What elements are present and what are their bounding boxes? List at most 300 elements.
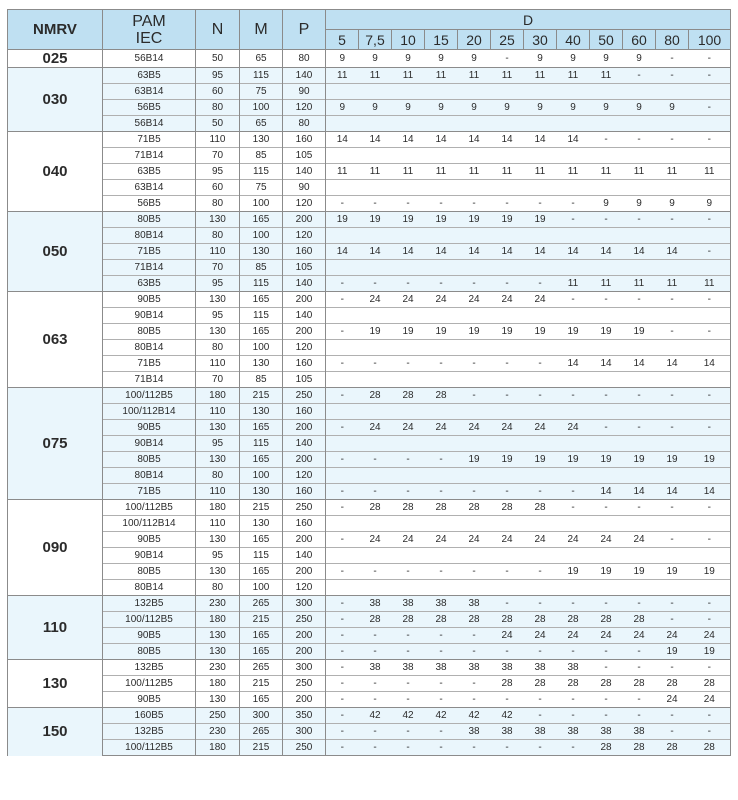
d-value-cell: 19 <box>623 324 656 340</box>
d-value-cell: 19 <box>689 644 731 660</box>
pam-iec-cell: 63B5 <box>103 164 196 180</box>
d-value-cell: - <box>458 276 491 292</box>
d-value-cell: 38 <box>458 660 491 676</box>
d-column-header: 5 <box>326 30 359 50</box>
d-value-cell <box>425 340 458 356</box>
d-value-cell: 9 <box>458 100 491 116</box>
d-value-cell: 11 <box>590 276 623 292</box>
d-value-cell: 11 <box>458 68 491 84</box>
d-value-cell: 24 <box>491 292 524 308</box>
pam-iec-cell: 100/112B14 <box>103 516 196 532</box>
d-value-cell: 24 <box>491 628 524 644</box>
d-value-cell: 28 <box>491 676 524 692</box>
d-header: D <box>326 10 731 30</box>
d-value-cell: - <box>590 500 623 516</box>
nmrv-size-cell: 025 <box>8 50 103 68</box>
d-value-cell <box>590 116 623 132</box>
d-value-cell: 14 <box>656 244 689 260</box>
p-cell: 200 <box>283 532 326 548</box>
d-value-cell <box>623 516 656 532</box>
d-value-cell: 28 <box>590 676 623 692</box>
d-value-cell: - <box>458 356 491 372</box>
d-value-cell: 11 <box>590 164 623 180</box>
d-value-cell: 11 <box>392 68 425 84</box>
d-value-cell <box>392 228 425 244</box>
d-value-cell <box>491 516 524 532</box>
d-value-cell <box>392 516 425 532</box>
d-value-cell <box>656 228 689 244</box>
table-row <box>8 660 731 676</box>
n-cell: 180 <box>196 676 240 692</box>
d-value-cell: 11 <box>524 164 557 180</box>
p-cell: 160 <box>283 484 326 500</box>
d-value-cell: - <box>689 500 731 516</box>
d-value-cell: - <box>557 692 590 708</box>
d-value-cell: - <box>689 660 731 676</box>
d-value-cell: 38 <box>458 596 491 612</box>
d-value-cell: - <box>326 644 359 660</box>
d-value-cell: - <box>326 388 359 404</box>
d-value-cell: 24 <box>557 420 590 436</box>
d-value-cell <box>326 580 359 596</box>
d-value-cell: 11 <box>623 276 656 292</box>
p-cell: 140 <box>283 68 326 84</box>
d-value-cell <box>425 372 458 388</box>
d-value-cell: 28 <box>524 500 557 516</box>
nmrv-header: NMRV <box>8 10 103 50</box>
d-value-cell: 11 <box>689 164 731 180</box>
d-value-cell <box>392 116 425 132</box>
m-cell: 115 <box>240 308 283 324</box>
pam-iec-header <box>103 10 196 50</box>
d-value-cell <box>425 580 458 596</box>
d-value-cell: 11 <box>557 164 590 180</box>
d-value-cell: 11 <box>656 164 689 180</box>
n-header: N <box>196 10 240 50</box>
n-cell: 180 <box>196 612 240 628</box>
table-row <box>8 708 731 724</box>
m-cell: 130 <box>240 516 283 532</box>
d-value-cell: 9 <box>359 50 392 68</box>
pam-iec-cell: 100/112B5 <box>103 388 196 404</box>
d-value-cell <box>392 436 425 452</box>
d-value-cell: 11 <box>689 276 731 292</box>
d-value-cell: - <box>392 724 425 740</box>
table-row <box>8 468 731 484</box>
d-value-cell <box>425 548 458 564</box>
d-value-cell <box>623 340 656 356</box>
n-cell: 70 <box>196 372 240 388</box>
d-value-cell: - <box>689 100 731 116</box>
d-value-cell <box>491 404 524 420</box>
d-value-cell: 24 <box>458 292 491 308</box>
d-value-cell: 38 <box>590 724 623 740</box>
d-value-cell <box>656 260 689 276</box>
d-value-cell: - <box>326 484 359 500</box>
d-value-cell <box>326 404 359 420</box>
d-value-cell: - <box>458 484 491 500</box>
p-cell: 250 <box>283 500 326 516</box>
d-column-header: 50 <box>590 30 623 50</box>
d-value-cell <box>557 308 590 324</box>
d-value-cell <box>458 468 491 484</box>
d-value-cell <box>524 404 557 420</box>
d-value-cell <box>524 340 557 356</box>
d-value-cell: 28 <box>392 612 425 628</box>
table-row <box>8 164 731 180</box>
pam-iec-cell: 90B14 <box>103 308 196 324</box>
d-value-cell: 24 <box>656 628 689 644</box>
d-value-cell: - <box>524 692 557 708</box>
d-value-cell: - <box>623 212 656 228</box>
d-value-cell <box>656 180 689 196</box>
d-value-cell: - <box>458 196 491 212</box>
d-value-cell <box>326 548 359 564</box>
d-value-cell: 28 <box>458 612 491 628</box>
d-value-cell: - <box>392 276 425 292</box>
d-value-cell: 38 <box>557 660 590 676</box>
d-value-cell: 9 <box>623 50 656 68</box>
n-cell: 180 <box>196 740 240 756</box>
d-value-cell <box>392 468 425 484</box>
d-value-cell: 11 <box>557 276 590 292</box>
d-column-header: 7,5 <box>359 30 392 50</box>
n-cell: 80 <box>196 580 240 596</box>
d-value-cell: 19 <box>458 452 491 468</box>
table-body <box>8 50 731 756</box>
p-cell: 200 <box>283 564 326 580</box>
d-value-cell <box>458 260 491 276</box>
p-cell: 200 <box>283 212 326 228</box>
d-value-cell <box>392 404 425 420</box>
table-row <box>8 596 731 612</box>
d-value-cell <box>524 372 557 388</box>
d-value-cell <box>689 340 731 356</box>
d-value-cell <box>458 228 491 244</box>
d-value-cell <box>425 260 458 276</box>
d-value-cell <box>359 180 392 196</box>
d-value-cell <box>656 468 689 484</box>
pam-iec-cell: 71B14 <box>103 260 196 276</box>
p-cell: 300 <box>283 596 326 612</box>
d-value-cell: - <box>524 596 557 612</box>
table-row <box>8 180 731 196</box>
d-value-cell <box>524 468 557 484</box>
d-value-cell <box>689 180 731 196</box>
d-value-cell: 19 <box>392 212 425 228</box>
d-value-cell <box>425 116 458 132</box>
d-value-cell: 14 <box>557 356 590 372</box>
p-cell: 120 <box>283 100 326 116</box>
d-value-cell <box>458 84 491 100</box>
n-cell: 110 <box>196 516 240 532</box>
d-value-cell <box>491 436 524 452</box>
d-value-cell: - <box>590 212 623 228</box>
d-value-cell: 14 <box>458 132 491 148</box>
d-value-cell: - <box>656 212 689 228</box>
d-value-cell: 24 <box>590 628 623 644</box>
d-value-cell <box>656 436 689 452</box>
d-column-header: 10 <box>392 30 425 50</box>
d-value-cell: 19 <box>392 324 425 340</box>
n-cell: 80 <box>196 100 240 116</box>
table-row <box>8 228 731 244</box>
d-value-cell: - <box>326 196 359 212</box>
p-cell: 140 <box>283 548 326 564</box>
p-cell: 200 <box>283 420 326 436</box>
d-value-cell <box>557 404 590 420</box>
m-cell: 215 <box>240 612 283 628</box>
d-value-cell <box>689 516 731 532</box>
d-value-cell: - <box>458 676 491 692</box>
d-value-cell: 9 <box>590 50 623 68</box>
d-value-cell <box>359 228 392 244</box>
d-value-cell <box>557 148 590 164</box>
d-value-cell: 14 <box>623 244 656 260</box>
m-cell: 215 <box>240 388 283 404</box>
table-row <box>8 500 731 516</box>
d-value-cell <box>392 180 425 196</box>
d-value-cell <box>425 404 458 420</box>
table-row <box>8 644 731 660</box>
d-value-cell <box>557 372 590 388</box>
d-value-cell <box>425 84 458 100</box>
d-value-cell <box>623 116 656 132</box>
d-value-cell: - <box>557 500 590 516</box>
pam-iec-cell: 160B5 <box>103 708 196 724</box>
d-value-cell <box>623 436 656 452</box>
nmrv-dimension-table-container <box>7 9 731 756</box>
d-value-cell: - <box>359 196 392 212</box>
m-cell: 165 <box>240 692 283 708</box>
n-cell: 110 <box>196 132 240 148</box>
d-value-cell <box>590 260 623 276</box>
table-row <box>8 484 731 500</box>
d-value-cell: 11 <box>392 164 425 180</box>
d-value-cell: - <box>557 644 590 660</box>
d-value-cell: 24 <box>359 532 392 548</box>
p-cell: 80 <box>283 116 326 132</box>
pam-iec-cell: 132B5 <box>103 660 196 676</box>
d-value-cell <box>326 372 359 388</box>
m-cell: 75 <box>240 180 283 196</box>
d-value-cell: 28 <box>623 612 656 628</box>
d-value-cell <box>392 580 425 596</box>
table-row <box>8 452 731 468</box>
d-value-cell: - <box>656 660 689 676</box>
m-cell: 265 <box>240 660 283 676</box>
n-cell: 130 <box>196 212 240 228</box>
d-value-cell: - <box>326 356 359 372</box>
n-cell: 130 <box>196 452 240 468</box>
d-value-cell: 28 <box>425 612 458 628</box>
d-value-cell: 14 <box>623 356 656 372</box>
table-row <box>8 356 731 372</box>
d-value-cell: 24 <box>524 628 557 644</box>
d-value-cell: - <box>656 420 689 436</box>
d-value-cell <box>359 548 392 564</box>
d-value-cell: 9 <box>524 50 557 68</box>
d-value-cell <box>656 548 689 564</box>
iec-label: IEC <box>135 29 163 47</box>
d-value-cell: - <box>524 708 557 724</box>
d-value-cell: 28 <box>524 676 557 692</box>
p-cell: 250 <box>283 388 326 404</box>
pam-iec-cell: 63B14 <box>103 84 196 100</box>
d-value-cell: 19 <box>689 564 731 580</box>
p-cell: 200 <box>283 324 326 340</box>
table-row <box>8 372 731 388</box>
nmrv-size-cell: 150 <box>8 708 103 756</box>
n-cell: 130 <box>196 292 240 308</box>
n-cell: 60 <box>196 180 240 196</box>
d-value-cell: 28 <box>656 740 689 756</box>
d-value-cell: 14 <box>524 244 557 260</box>
d-value-cell: 9 <box>623 196 656 212</box>
d-value-cell: 9 <box>425 50 458 68</box>
d-value-cell: 19 <box>524 452 557 468</box>
n-cell: 230 <box>196 724 240 740</box>
d-value-cell: - <box>689 596 731 612</box>
d-value-cell: 24 <box>524 292 557 308</box>
d-value-cell: - <box>689 388 731 404</box>
d-value-cell: - <box>491 692 524 708</box>
p-cell: 105 <box>283 260 326 276</box>
p-cell: 200 <box>283 644 326 660</box>
d-value-cell: - <box>491 276 524 292</box>
d-value-cell: 9 <box>524 100 557 116</box>
d-value-cell: 14 <box>359 132 392 148</box>
d-value-cell <box>392 148 425 164</box>
d-value-cell: 11 <box>491 164 524 180</box>
pam-iec-cell: 63B5 <box>103 68 196 84</box>
table-row <box>8 420 731 436</box>
pam-iec-cell: 80B14 <box>103 580 196 596</box>
d-value-cell: - <box>326 676 359 692</box>
d-value-cell <box>524 308 557 324</box>
d-value-cell: 14 <box>359 244 392 260</box>
n-cell: 180 <box>196 500 240 516</box>
d-value-cell: 14 <box>689 484 731 500</box>
d-value-cell: 24 <box>491 420 524 436</box>
d-value-cell <box>326 308 359 324</box>
d-value-cell: - <box>326 324 359 340</box>
m-cell: 85 <box>240 260 283 276</box>
d-value-cell: - <box>689 212 731 228</box>
d-value-cell: - <box>458 628 491 644</box>
d-column-header: 30 <box>524 30 557 50</box>
d-value-cell <box>458 436 491 452</box>
p-cell: 90 <box>283 180 326 196</box>
d-value-cell <box>392 308 425 324</box>
nmrv-size-cell: 030 <box>8 68 103 132</box>
m-cell: 100 <box>240 468 283 484</box>
n-cell: 110 <box>196 404 240 420</box>
d-value-cell: - <box>623 420 656 436</box>
d-value-cell: - <box>425 692 458 708</box>
d-value-cell: - <box>656 292 689 308</box>
d-value-cell: - <box>689 532 731 548</box>
pam-iec-cell: 71B14 <box>103 372 196 388</box>
m-cell: 65 <box>240 50 283 68</box>
d-value-cell: 24 <box>689 692 731 708</box>
d-value-cell: 28 <box>359 612 392 628</box>
d-value-cell: - <box>392 628 425 644</box>
m-cell: 115 <box>240 164 283 180</box>
d-value-cell: 14 <box>656 356 689 372</box>
d-value-cell <box>359 516 392 532</box>
d-value-cell <box>326 260 359 276</box>
d-value-cell <box>524 260 557 276</box>
table-row <box>8 612 731 628</box>
n-cell: 50 <box>196 50 240 68</box>
d-value-cell <box>359 148 392 164</box>
d-value-cell <box>590 340 623 356</box>
d-value-cell <box>557 468 590 484</box>
d-value-cell: 28 <box>557 612 590 628</box>
d-value-cell: 42 <box>359 708 392 724</box>
pam-iec-cell: 80B14 <box>103 228 196 244</box>
d-value-cell <box>590 148 623 164</box>
d-value-cell: - <box>689 132 731 148</box>
d-value-cell: - <box>491 596 524 612</box>
d-value-cell <box>557 340 590 356</box>
d-value-cell <box>557 436 590 452</box>
d-value-cell: 14 <box>656 484 689 500</box>
table-row <box>8 276 731 292</box>
n-cell: 250 <box>196 708 240 724</box>
d-value-cell: 38 <box>557 724 590 740</box>
d-value-cell: 28 <box>491 612 524 628</box>
d-value-cell <box>491 148 524 164</box>
p-cell: 250 <box>283 676 326 692</box>
d-value-cell: 19 <box>524 324 557 340</box>
d-value-cell <box>359 84 392 100</box>
p-cell: 120 <box>283 468 326 484</box>
pam-iec-cell: 71B5 <box>103 244 196 260</box>
d-value-cell: - <box>689 50 731 68</box>
n-cell: 130 <box>196 564 240 580</box>
d-value-cell: 9 <box>656 196 689 212</box>
d-value-cell: 19 <box>689 452 731 468</box>
d-value-cell: 24 <box>425 532 458 548</box>
table-row <box>8 628 731 644</box>
pam-iec-cell: 71B5 <box>103 132 196 148</box>
header-row <box>8 10 731 30</box>
d-value-cell: 14 <box>623 484 656 500</box>
p-cell: 120 <box>283 580 326 596</box>
m-cell: 100 <box>240 580 283 596</box>
d-value-cell <box>425 228 458 244</box>
d-value-cell: - <box>656 532 689 548</box>
d-value-cell <box>458 516 491 532</box>
d-value-cell: - <box>557 212 590 228</box>
d-value-cell: 14 <box>557 132 590 148</box>
d-value-cell: - <box>359 740 392 756</box>
n-cell: 130 <box>196 644 240 660</box>
d-value-cell <box>623 468 656 484</box>
d-value-cell: - <box>623 500 656 516</box>
d-value-cell <box>590 468 623 484</box>
d-value-cell: - <box>623 68 656 84</box>
d-value-cell: - <box>326 452 359 468</box>
d-value-cell: 24 <box>689 628 731 644</box>
table-row <box>8 324 731 340</box>
d-value-cell <box>326 116 359 132</box>
d-value-cell <box>392 372 425 388</box>
d-value-cell: - <box>425 676 458 692</box>
m-cell: 165 <box>240 324 283 340</box>
